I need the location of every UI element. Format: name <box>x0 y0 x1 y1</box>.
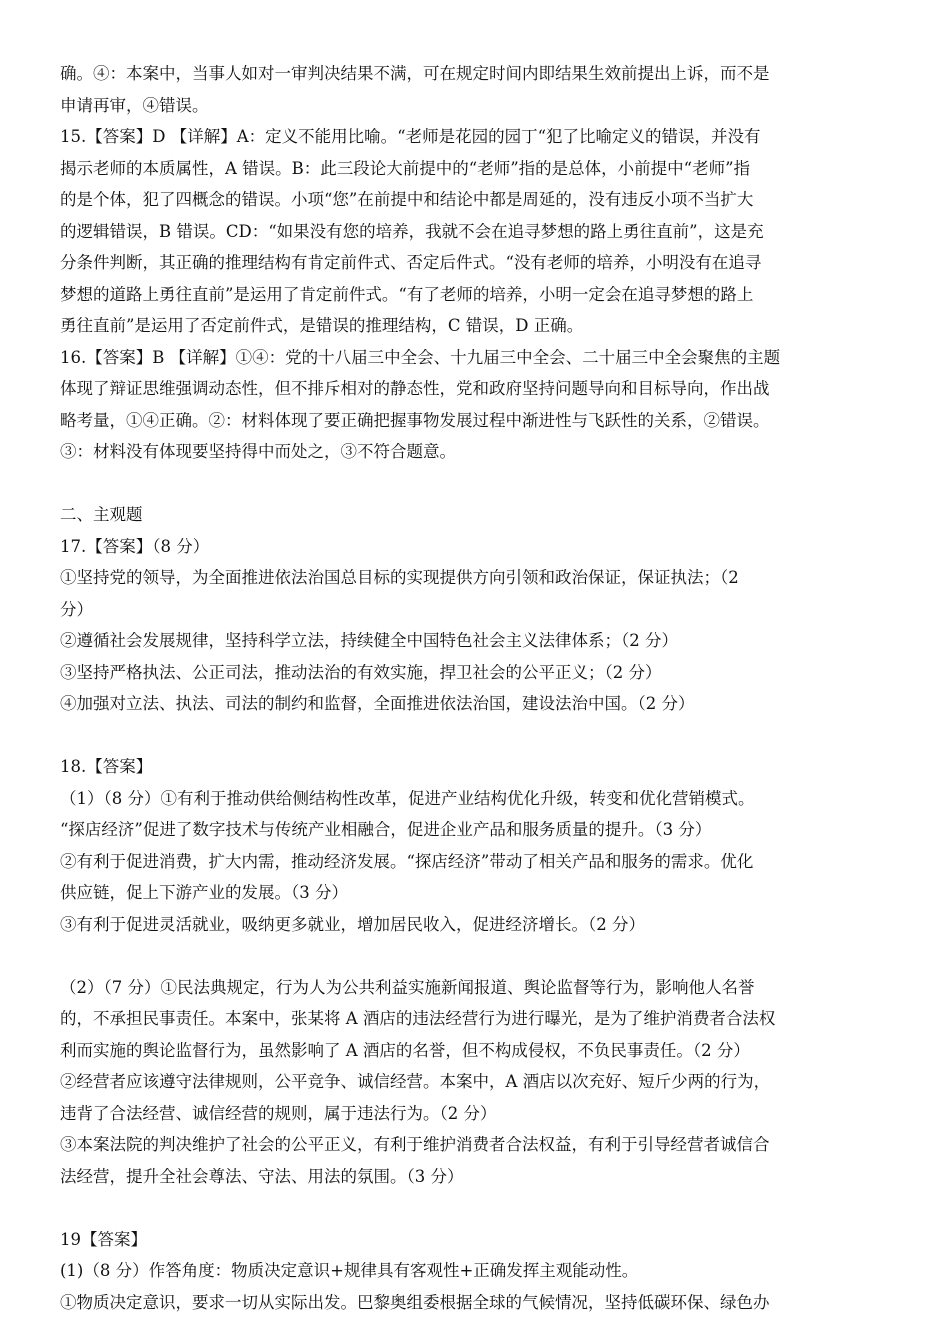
blank-line <box>60 468 890 500</box>
text-line: （1）（8 分）①有利于推动供给侧结构性改革，促进产业结构优化升级，转变和优化营销模式。 <box>60 788 755 808</box>
text-line: 二、主观题 <box>60 505 143 524</box>
text-line: 分条件判断，其正确的推理结构有肯定前件式、否定后件式。“没有老师的培养，小明没有在追寻 <box>60 253 762 272</box>
text-line: ③本案法院的判决维护了社会的公平正义，有利于维护消费者合法权益，有利于引导经营者诚信合 <box>60 1135 770 1154</box>
text-line: ③：材料没有体现要坚持得中而处之，③不符合题意。 <box>60 442 456 461</box>
text-line: 违背了合法经营、诚信经营的规则，属于违法行为。（2 分） <box>60 1103 497 1123</box>
text-line: ③坚持严格执法、公正司法，推动法治的有效实施，捍卫社会的公平正义；（2 分） <box>60 662 662 682</box>
text-line: 体现了辩证思维强调动态性，但不排斥相对的静态性，党和政府坚持问题导向和目标导向，作出战 <box>60 379 770 398</box>
text-line: “探店经济”促进了数字技术与传统产业相融合，促进企业产品和服务质量的提升。（3 分） <box>60 820 712 839</box>
text-line: 分） <box>60 599 93 619</box>
text-line: 确。④：本案中，当事人如对一审判决结果不满，可在规定时间内即结果生效前提出上诉，而不是 <box>60 64 770 83</box>
text-line: 供应链，促上下游产业的发展。（3 分） <box>60 883 348 902</box>
text-line: 略考量，①④正确。②：材料体现了要正确把握事物发展过程中渐进性与飞跃性的关系，②错误。 <box>60 410 770 430</box>
blank-line <box>60 1192 890 1224</box>
text-line: 19【答案】 <box>60 1229 147 1249</box>
text-line: 法经营，提升全社会尊法、守法、用法的氛围。（3 分） <box>60 1166 464 1186</box>
text-line: 15.【答案】D 【详解】A：定义不能用比喻。“老师是花园的园丁“犯了比喻定义的错误，并没有 <box>60 127 761 146</box>
text-line: 揭示老师的本质属性，A 错误。B：此三段论大前提中的“老师”指的是总体，小前提中“老师”指 <box>60 158 751 178</box>
text-line: ④加强对立法、执法、司法的制约和监督，全面推进依法治国，建设法治中国。（2 分） <box>60 694 695 713</box>
text-line: ①物质决定意识，要求一切从实际出发。巴黎奥组委根据全球的气候情况，坚持低碳环保、绿色办 <box>60 1292 770 1312</box>
text-line: ②遵循社会发展规律，坚持科学立法，持续健全中国特色社会主义法律体系；（2 分） <box>60 631 678 650</box>
blank-line <box>60 940 890 972</box>
text-line: （2）（7 分）①民法典规定，行为人为公共利益实施新闻报道、舆论监督等行为，影响他人名誉 <box>60 977 755 997</box>
text-line: 17.【答案】（8 分） <box>60 536 210 556</box>
text-line: 勇往直前”是运用了否定前件式，是错误的推理结构，C 错误，D 正确。 <box>60 316 584 335</box>
text-line: 的是个体，犯了四概念的错误。小项“您”在前提中和结论中都是周延的，没有违反小项不当扩大 <box>60 190 754 209</box>
text-line: 的，不承担民事责任。本案中，张某将 A 酒店的违法经营行为进行曝光，是为了维护消费者合法权 <box>60 1009 776 1028</box>
text-line: ②经营者应该遵守法律规则，公平竞争、诚信经营。本案中，A 酒店以次充好、短斤少两的行为， <box>60 1072 771 1091</box>
text-line: ①坚持党的领导，为全面推进依法治国总目标的实现提供方向引领和政治保证，保证执法；（2 <box>60 568 739 587</box>
text-line: ③有利于促进灵活就业，吸纳更多就业，增加居民收入，促进经济增长。（2 分） <box>60 914 645 934</box>
text-line: 梦想的道路上勇往直前”是运用了肯定前件式。“有了老师的培养，小明一定会在追寻梦想的路上 <box>60 284 754 304</box>
blank-line <box>60 720 890 752</box>
text-line: 的逻辑错误，B 错误。CD：“如果没有您的培养，我就不会在追寻梦想的路上勇往直前”，这是充 <box>60 221 764 241</box>
text-line: 申请再审，④错误。 <box>60 95 209 115</box>
text-line: 16.【答案】B 【详解】①④：党的十八届三中全会、十九届三中全会、二十届三中全会聚焦的主题 <box>60 347 781 367</box>
text-line: 18.【答案】 <box>60 757 153 776</box>
text-line: (1)（8 分）作答角度：物质决定意识+规律具有客观性+正确发挥主观能动性。 <box>60 1261 639 1280</box>
text-line: 利而实施的舆论监督行为，虽然影响了 A 酒店的名誉，但不构成侵权，不负民事责任。（2 分） <box>60 1040 750 1060</box>
text-line: ②有利于促进消费，扩大内需，推动经济发展。“探店经济”带动了相关产品和服务的需求。优化 <box>60 851 754 871</box>
